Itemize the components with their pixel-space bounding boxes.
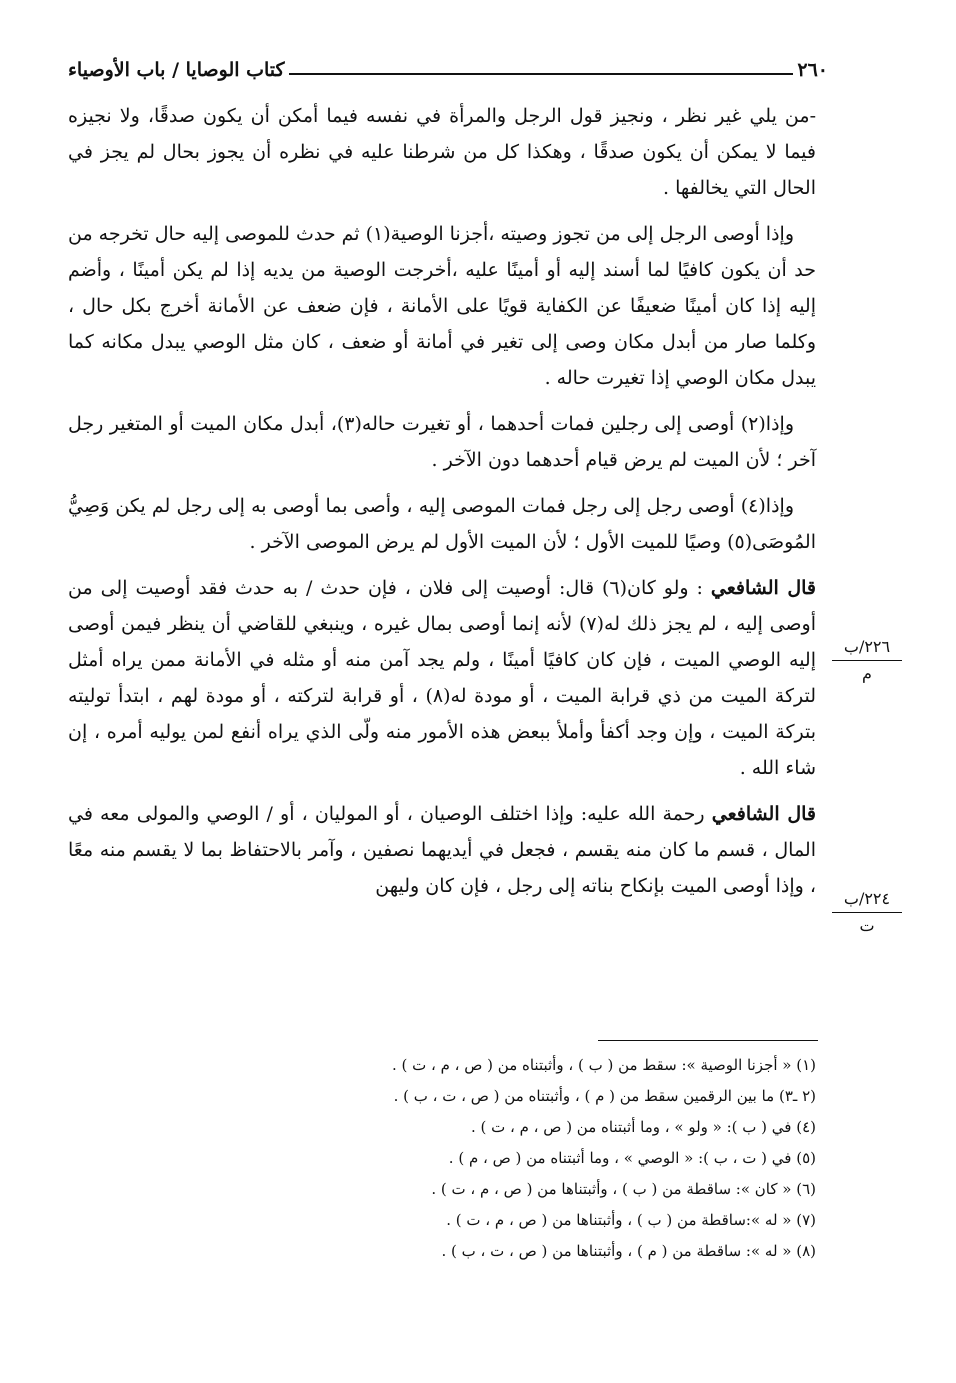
folio-marker: ٢٢٦/ب [832, 636, 902, 661]
footnote: (٤) في ( ب ): « ولو » ، وما أثبتناه من ( ص ، م ، ت ) . [470, 1118, 816, 1136]
paragraph-1: -من يلي غير نظر ، ونجيز قول الرجل والمرأة في نفسه فيما أمكن أن يكون صدقًا، ولا نجيزه فيما لا يمكن أن يكون صدقًا ، وهكذا كل من شرطنا عليه في نظره أن يجوز بحال لم يجز في الحال التي يخالفها . [68, 105, 816, 199]
footnote: (٢ ـ٣) ما بين الرقمين سقط من ( م ) ، وأثبتناه من ( ص ، ت ، ب ) . [393, 1087, 816, 1105]
folio-marker: ٢٢٤/ب [832, 888, 902, 913]
footnote-separator [598, 1040, 818, 1041]
manuscript-siglum: ت [859, 916, 875, 935]
paragraph-4: وإذا(٤) أوصى رجل إلى رجل فمات الموصى إليه ، وأصى بما أوصى به إلى رجل لم يكن وَصِيُّ المُوصَى(٥) وصيًا للميت الأول ؛ لأن الميت الأول لم يرض الموصى الآخر . [68, 495, 816, 553]
paragraph-6 [68, 796, 816, 904]
footnote: (٧) « له »:ساقطة من ( ب ) ، وأثبتناها من ( ص ، م ، ت ) . [446, 1211, 816, 1229]
header-rule [289, 73, 794, 75]
paragraph-2: وإذا أوصى الرجل إلى من تجوز وصيته ،أجزنا الوصية(١) ثم حدث للموصى إليه حال تخرجه من حد أن يكون كافيًا لما أسند إليه أو أمينًا عليه ،أخرجت الوصية من يديه إذا لم يكن أمينًا ، وأضم إليه إذا كان أمينًا ضعيفًا عن الكفاية قويًا على الأمانة ، فإن ضعف عن الأمانة أخرج بكل حال ، وكلما صار من أبدل مكان وصى إلى تغير في أمانة أو ضعف ، كان مثل الوصي يبدل مكانه كما يبدل مكان الوصي إذا تغيرت حاله . [68, 223, 816, 389]
paragraph-5-text: : ولو كان(٦) قال: أوصيت إلى فلان ، فإن حدث / به حدث فقد أوصيت إلى من أوصى إليه ، لم يجز ذلك له(٧) لأنه إنما أوصى بمال غيره ، وينبغي للقاضي أن ينظر فيمن أوصى إليه الوصي الميت ، فإن كان كافيًا أمينًا ، ولم يجد آمن منه أو مثله في الأمانة ممن يراه أمثل لتركة الميت من ذي قرابة الميت ، أو مودة له(٨) ، أو قرابة لتركته ، أو مودة لهم ، ابتدأ توليته بتركة الميت ، وإن وجد أكفأ وأملأ ببعض هذه الأمور منه ولّى الذي يراه أنفع لمن يوليه أمره ، إن شاء الله . [68, 577, 816, 779]
speaker-label: قال الشافعي [711, 803, 817, 825]
margin-note-1 [832, 636, 902, 685]
paragraph-3: وإذا(٢) أوصى إلى رجلين فمات أحدهما ، أو تغيرت حاله(٣)، أبدل مكان الميت أو المتغير رجل آخر ؛ لأن الميت لم يرض قيام أحدهما دون الآخر . [68, 413, 816, 471]
footnotes [68, 1050, 816, 1267]
paragraph-5 [68, 570, 816, 786]
margin-note-2 [832, 888, 902, 937]
running-title: كتاب الوصايا / باب الأوصياء [68, 59, 285, 81]
speaker-label: قال الشافعي [710, 577, 817, 599]
main-text [68, 98, 816, 914]
manuscript-siglum: م [862, 664, 872, 683]
footnote: (٥) في ( ت ، ب ): « الوصي » ، وما أثبتناه من ( ص ، م ) . [448, 1149, 816, 1167]
page-number: ٢٦٠ [797, 59, 828, 81]
footnote: (٦) « كان »: ساقطة من ( ب ) ، وأثبتناها من ( ص ، م ، ت ) . [431, 1180, 816, 1198]
footnote: (٨) « له »: ساقطة من ( م ) ، وأثبتناها من ( ص ، ت ، ب ) . [441, 1242, 816, 1260]
running-header [68, 52, 828, 88]
footnote: (١) « أجزنا الوصية »: سقط من ( ب ) ، وأثبتناه من ( ص ، م ، ت ) . [391, 1056, 816, 1074]
paragraph-6-text: رحمة الله عليه: وإذا اختلف الوصيان ، أو المولیان ، أو / الوصي والمولى معه في المال ، قسم ما كان منه يقسم ، فجعل في أيديهما نصفين ، وآمر بالاحتفاظ بما لا يقسم منه معًا ، وإذا أوصى الميت بإنكاح بناته إلى رجل ، فإن كان وليهن [68, 803, 816, 897]
